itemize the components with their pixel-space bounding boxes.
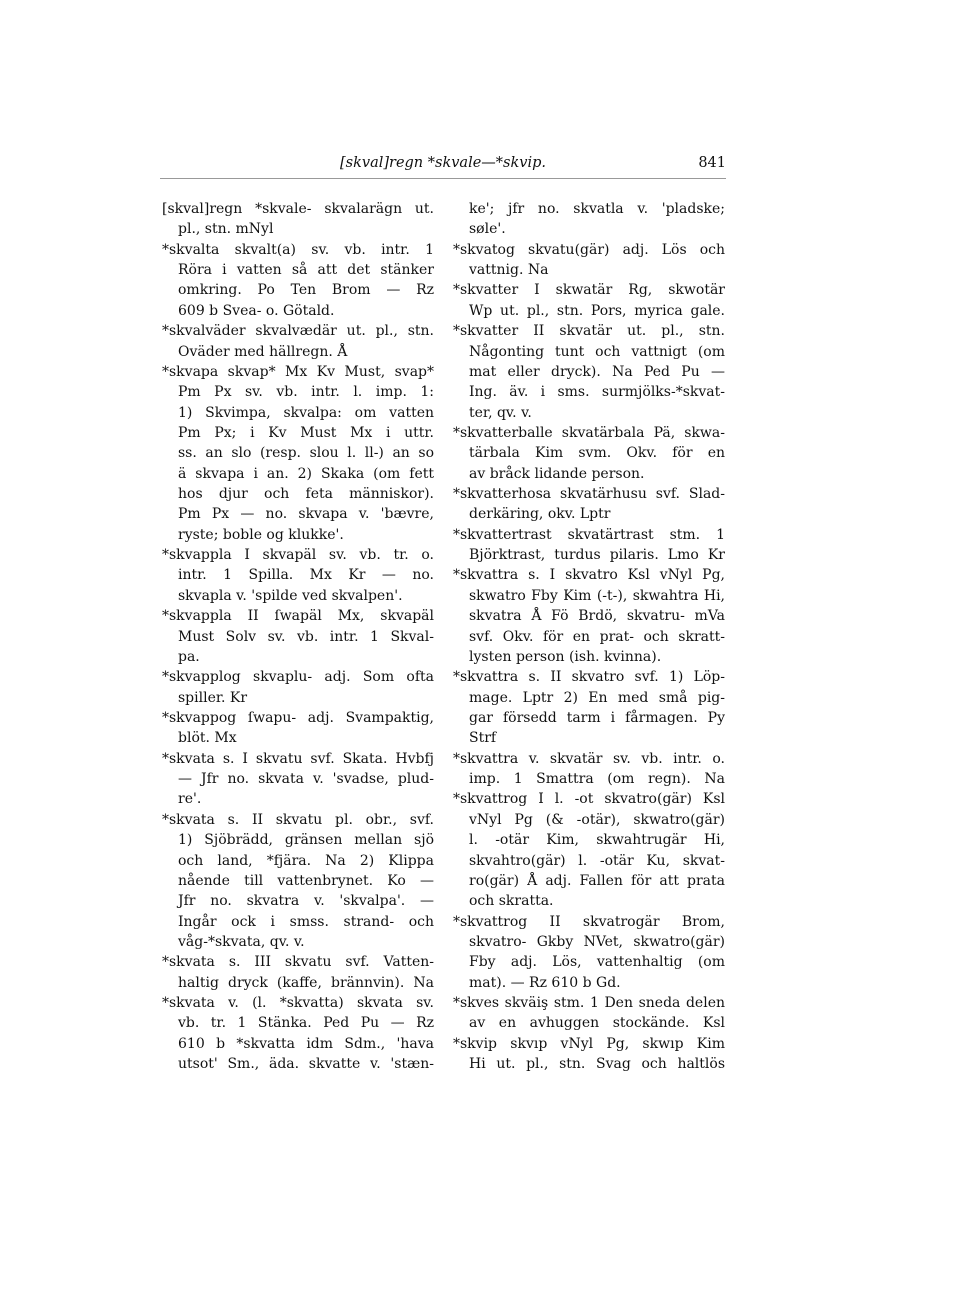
text-line: Röra i vatten så att det stänker [178, 262, 434, 279]
text-line: *skvappog ſwapu- adj. Svampaktig, [162, 709, 434, 726]
text-line: *skvalväder skvalvædär ut. pl., stn. [162, 323, 434, 340]
text-line: pa. [178, 648, 200, 665]
text-line: Ingår ock i smss. strand- och [178, 913, 434, 930]
text-line: *skvata s. II skvatu pl. obr., svf. [162, 811, 434, 828]
text-line: ter, qv. v. [469, 404, 532, 421]
text-line: *skvattrog II skvatrogär Brom, [453, 913, 725, 930]
text-line: skvatro- Gkby NVet, skwatro(gär) [469, 933, 725, 950]
text-line: — Jfr no. skvata v. 'svadse, plud- [178, 771, 434, 788]
text-line: derkäring, okv. Lptr [469, 506, 611, 523]
text-line: nående till vattenbrynet. Ko — [178, 872, 434, 889]
text-line: *skvapa skvap* Mx Kv Must, svap* [162, 363, 434, 380]
text-line: pl., stn. mNyl [178, 221, 274, 238]
text-line: av en avhuggen stockände. Ksl [469, 1015, 725, 1032]
text-line: *skvata v. (l. *skvatta) skvata sv. [162, 995, 434, 1012]
text-line: søle'. [469, 221, 506, 238]
text-line: skvahtro(gär) l. -otär Ku, skvat- [469, 852, 725, 869]
text-line: och skratta. [469, 893, 554, 910]
text-line: av bråck lidande person. [469, 465, 645, 482]
text-line: skvatra Å Fö Brdö, skvatru- mVa [469, 608, 725, 625]
text-line: 1) Skvimpa, skvalpa: om vatten [178, 404, 434, 421]
text-line: *skvatog skvatu(gär) adj. Lös och [453, 241, 725, 258]
text-line: utsot' Sm., äda. skvatte v. 'stæn- [178, 1056, 434, 1073]
text-line: Jfr no. skvatra v. 'skvalpa'. — [178, 893, 434, 910]
text-line: Must Solv sv. vb. intr. 1 Skval- [178, 628, 434, 645]
right-column [453, 199, 725, 1074]
left-column [162, 199, 434, 1074]
running-header [160, 153, 726, 175]
text-line: och land, *fjära. Na 2) Klippa [178, 852, 434, 869]
text-line: *skvata s. I skvatu svf. Skata. Hvbfj [162, 750, 434, 767]
text-line: *skvatter II skvatär ut. pl., stn. [453, 323, 725, 340]
text-line: *skvattertrast skvatärtrast stm. 1 [453, 526, 725, 543]
text-line: spiller. Kr [178, 689, 248, 706]
text-line: ro(gär) Å adj. Fallen för att prata [469, 872, 725, 889]
text-line: *skvattra v. skvatär sv. vb. intr. o. [453, 750, 725, 767]
page-number: 841 [698, 155, 726, 171]
text-line: svf. Okv. för en prat- och skratt- [469, 628, 725, 645]
text-line: skwatro Fby Kim (-t-), skwahtra Hi, [469, 587, 725, 604]
text-line: re'. [178, 791, 202, 808]
text-line: *skvattra s. I skvatro Ksl vNyl Pg, [453, 567, 725, 584]
text-line: *skvatter I skwatär Rg, skwotär [453, 282, 725, 299]
text-line: haltig dryck (kaffe, brännvin). Na [178, 974, 434, 991]
header-rule [160, 178, 726, 179]
text-line: Wp ut. pl., stn. Pors, myrica gale. [469, 302, 725, 319]
text-line: *skvatterballe skvatärbala Pä, skwa- [453, 424, 725, 441]
text-line: Pm Px sv. vb. intr. l. imp. 1: [178, 384, 434, 401]
text-line: omkring. Po Ten Brom — Rz [178, 282, 434, 299]
text-line: tärbala Kim svm. Okv. för en [469, 445, 725, 462]
text-line: *skves skväiş stm. 1 Den sneda delen [453, 995, 725, 1012]
text-line: *skvip skvıp vNyl Pg, skwıp Kim [453, 1035, 725, 1052]
text-line: imp. 1 Smattra (om regn). Na [469, 771, 725, 788]
text-line: vb. tr. 1 Stänka. Ped Pu — Rz [178, 1015, 434, 1032]
text-line: *skvapplog skvaplu- adj. Som ofta [162, 669, 434, 686]
text-line: gar försedd tarm i fårmagen. Py [469, 709, 725, 726]
text-line: mat). — Rz 610 b Gd. [469, 974, 621, 991]
running-title: [skval]regn *skvale—*skvip. [340, 155, 546, 171]
text-line: vNyl Pg (& -otär), skwatro(gär) [469, 811, 725, 828]
text-line: *skvatterhosa skvatärhusu svf. Slad- [453, 486, 725, 503]
text-line: mage. Lptr 2) En med små pig- [469, 689, 725, 706]
text-line: ä skvapa i an. 2) Skaka (om fett [178, 465, 434, 482]
text-line: Björktrast, turdus pilaris. Lmo Kr [469, 547, 725, 564]
text-line: *skvappla II ſwapäl Mx, skvapäl [162, 608, 434, 625]
text-line: *skvata s. III skvatu svf. Vatten- [162, 954, 434, 971]
text-line: mat eller dryck). Na Ped Pu — [469, 363, 725, 380]
text-line: *skvalta skvalt(a) sv. vb. intr. 1 [162, 241, 434, 258]
text-line: *skvappla I skvapäl sv. vb. tr. o. [162, 547, 434, 564]
text-line: våg-*skvata, qv. v. [178, 933, 305, 950]
text-line: Pm Px — no. skvapa v. 'bævre, [178, 506, 434, 523]
text-line: hos djur och feta människor). [178, 486, 434, 503]
text-line: blöt. Mx [178, 730, 237, 747]
text-line: ryste; boble og klukke'. [178, 526, 344, 543]
text-line: lysten person (ish. kvinna). [469, 648, 662, 665]
text-line: 1) Sjöbrädd, gränsen mellan sjö [178, 832, 434, 849]
text-line: Pm Px; i Kv Must Mx i uttr. [178, 424, 434, 441]
text-line: [skval]regn *skvale- skvalarägn ut. [162, 201, 434, 217]
text-line: Ing. äv. i sms. surmjölks-*skvat- [469, 384, 725, 401]
text-line: l. -otär Kim, skwahtrugär Hi, [469, 832, 725, 849]
text-line: ke'; jfr no. skvatla v. 'pladske; [469, 201, 725, 217]
text-line: Fby adj. Lös, vattenhaltig (om [469, 954, 725, 971]
text-line: vattnig. Na [469, 262, 549, 279]
text-line: Oväder med hällregn. Å [178, 343, 348, 360]
text-line: intr. 1 Spilla. Mx Kr — no. [178, 567, 434, 584]
text-line: skvapla v. 'spilde ved skvalpen'. [178, 587, 403, 604]
text-line: 609 b Svea- o. Götald. [178, 302, 335, 319]
text-line: Hi ut. pl., stn. Svag och haltlös [469, 1056, 725, 1073]
text-line: *skvattra s. II skvatro svf. 1) Löp- [453, 669, 725, 686]
text-line: 610 b *skvatta idm Sdm., 'hava [178, 1035, 434, 1052]
text-line: ss. an slo (resp. slou l. ll-) an so [178, 445, 434, 462]
text-line: Någonting tunt och vattnigt (om [469, 343, 725, 360]
text-line: Strf [469, 730, 497, 747]
text-line: *skvattrog I l. -ot skvatro(gär) Ksl [453, 791, 725, 808]
